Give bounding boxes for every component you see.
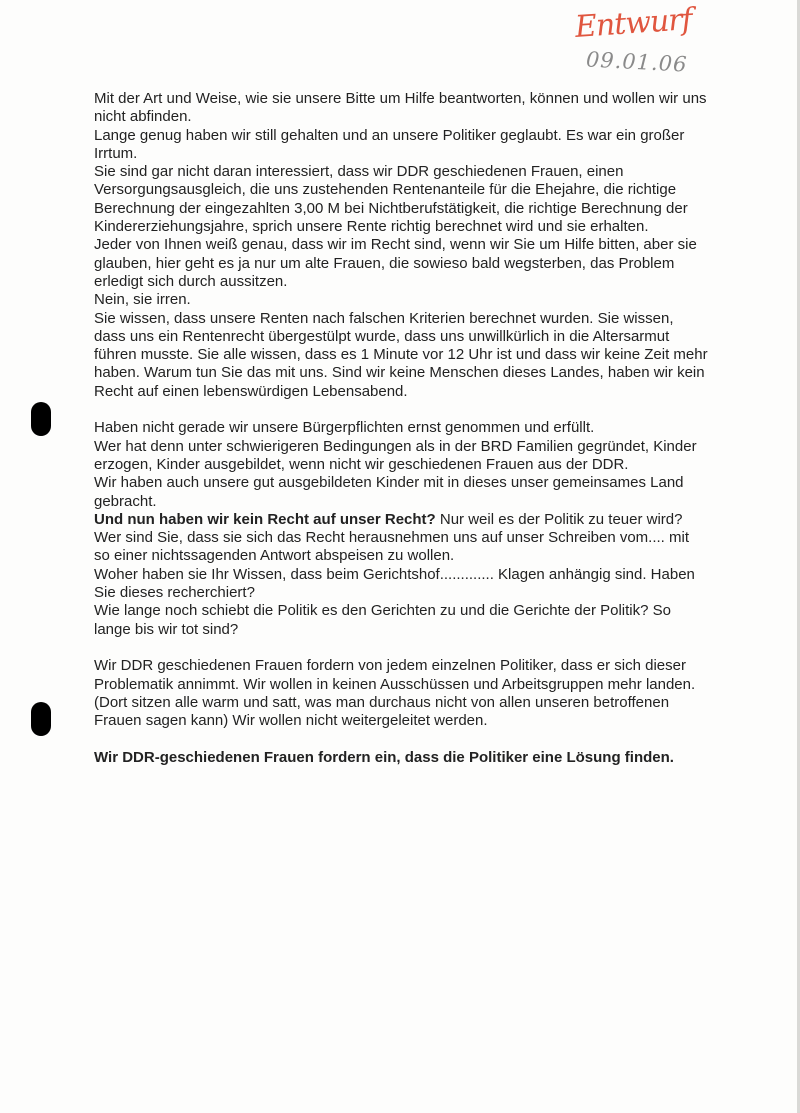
paragraph-wer-sind-sie: Wer sind Sie, dass sie sich das Recht herausnehmen uns auf unser Schreiben vom.... mit so einer nichtssagenden Antwort abspeisen zu wollen.	[94, 529, 690, 565]
paragraph-rentenrecht: Sie wissen, dass unsere Renten nach falschen Kriterien berechnet wurden. Sie wissen, dass uns ein Rentenrecht übergestülpt wurde, dass uns unwillkürlich in die Altersarmut führen musste. Sie alle wissen, dass es 1 Minute vor 12 Uhr ist und dass wir keine Zeit mehr haben. Warum tun Sie das mit uns. Sind wir keine Menschen dieses Landes, haben wir kein Recht auf einen lebenswürdigen Lebensabend.	[94, 309, 708, 400]
paragraph-gap	[94, 639, 709, 657]
paragraph-im-recht: Jeder von Ihnen weiß genau, dass wir im Recht sind, wenn wir Sie um Hilfe bitten, aber sie glauben, hier geht es ja nur um alte Frauen, die sowieso bald wegsterben, das Problem erledigt sich durch aussitzen.	[94, 236, 697, 290]
paragraph-kinder: Wir haben auch unsere gut ausgebildeten Kinder mit in dieses unser gemeinsames Land gebracht.	[94, 474, 684, 510]
closing-demand: Wir DDR-geschiedenen Frauen fordern ein, dass die Politiker eine Lösung finden.	[94, 748, 674, 766]
punch-hole-upper	[31, 402, 51, 436]
paragraph-wie-lange-noch: Wie lange noch schiebt die Politik es den Gerichten zu und die Gerichte der Politik? So lange bis wir tot sind?	[94, 602, 671, 638]
paragraph-intro: Mit der Art und Weise, wie sie unsere Bitte um Hilfe beantworten, können und wollen wir uns nicht abfinden.	[94, 90, 707, 126]
paragraph-versorgungsausgleich: Sie sind gar nicht daran interessiert, dass wir DDR geschiedenen Frauen, einen Versorgungsausgleich, die uns zustehenden Rentenanteile für die Ehejahre, die richtige Berechnung der eingezahlten 3,00 M bei Nichtberufstätigkeit, die richtige Berechnung der Kindererziehungsjahre, sprich unsere Rente richtig berechnet wird und sie erhalten.	[94, 163, 688, 236]
bold-question: Und nun haben wir kein Recht auf unser Recht?	[94, 510, 436, 528]
paragraph-forderung: Wir DDR geschiedenen Frauen fordern von jedem einzelnen Politiker, dass er sich dieser Problematik annimmt. Wir wollen in keinen Ausschüssen und Arbeitsgruppen mehr landen.(Dort sitzen alle warm und satt, was man durchaus nicht von allen unseren betroffenen Frauen sagen kann) Wir wollen nicht weitergeleitet werden.	[94, 657, 696, 730]
paragraph-nein-sie-irren: Nein, sie irren.	[94, 291, 191, 309]
paragraph-gap	[94, 401, 709, 419]
punch-hole-lower	[31, 702, 51, 736]
paragraph-gerichtshof: Woher haben sie Ihr Wissen, dass beim Gerichtshof............. Klagen anhängig sind. Haben Sie dieses recherchiert?	[94, 565, 695, 602]
paragraph-irrtum: Lange genug haben wir still gehalten und an unsere Politiker geglaubt. Es war ein großer Irrtum.	[94, 126, 685, 162]
paragraph-buergerpflichten: Haben nicht gerade wir unsere Bürgerpflichten ernst genommen und erfüllt.	[94, 419, 595, 437]
question-continuation: Nur weil es der Politik zu teuer wird?	[435, 510, 683, 528]
handwritten-draft-note: Entwurf	[573, 1, 693, 46]
paragraph-recht-auf-recht	[94, 511, 709, 529]
handwritten-date-note: 09.01.06	[585, 47, 689, 77]
paragraph-gap	[94, 730, 709, 748]
letter-body	[94, 90, 709, 767]
paragraph-familien: Wer hat denn unter schwierigeren Bedingungen als in der BRD Familien gegründet, Kinder erzogen, Kinder ausgebildet, wenn nicht wir geschiedenen Frauen aus der DDR.	[94, 437, 697, 473]
